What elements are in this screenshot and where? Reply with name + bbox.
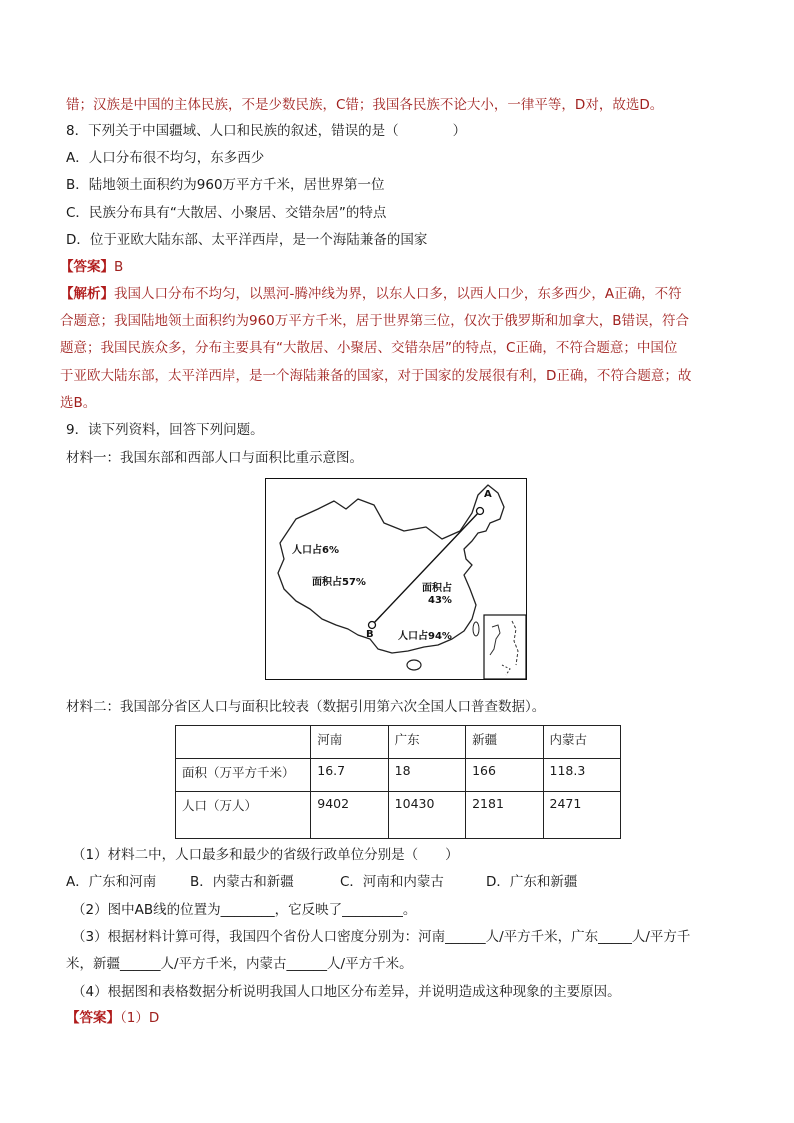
q8-analysis-tag: 【解析】 (60, 286, 114, 302)
q9-answer-value: （1）D (120, 1010, 160, 1026)
q8-answer (60, 257, 123, 277)
q8-option-d: D．位于亚欧大陆东部、太平洋西岸，是一个海陆兼备的国家 (66, 232, 428, 248)
q9-sub1: （1）材料二中，人口最多和最少的省级行政单位分别是（ ） (72, 847, 459, 863)
q9-sub1-option-a: A．广东和河南 (66, 874, 157, 890)
table-header-cell: 广东 (388, 726, 465, 759)
table-row (176, 759, 621, 792)
q9-material-1: 材料一：我国东部和西部人口与面积比重示意图。 (66, 450, 363, 466)
q8-option-b: B．陆地领土面积约为960万平方千米，居世界第一位 (66, 177, 385, 193)
q9-sub1-options (66, 872, 577, 892)
q8-analysis-line-4: 于亚欧大陆东部，太平洋西岸，是一个海陆兼备的国家，对于国家的发展很有利，D正确，不符合题意；故 (60, 368, 692, 384)
q8-analysis-line-2: 合题意；我国陆地领土面积约为960万平方千米，居于世界第三位，仅次于俄罗斯和加拿大，B错误，符合 (60, 313, 690, 329)
q8-analysis-line-3: 题意；我国民族众多，分布主要具有“大散居、小聚居、交错杂居”的特点，C正确，不符合题意；中国位 (60, 340, 678, 356)
q8-option-c: C．民族分布具有“大散居、小聚居、交错杂居”的特点 (66, 205, 387, 221)
q9-sub1-option-d: D．广东和新疆 (486, 874, 578, 890)
q8-answer-value: B (114, 259, 124, 275)
table-cell: 面积（万平方千米） (176, 759, 311, 792)
table-cell: 118.3 (543, 759, 620, 792)
q9-stem: 9．读下列资料，回答下列问题。 (66, 422, 264, 438)
q9-answer (66, 1008, 159, 1028)
table-cell: 18 (388, 759, 465, 792)
q9-sub1-option-c: C．河南和内蒙古 (340, 874, 444, 890)
table-cell: 9402 (311, 792, 388, 839)
map-point-a-label: A (484, 489, 492, 500)
table-header-cell: 河南 (311, 726, 388, 759)
q8-analysis-line-1: 【解析】我国人口分布不均匀，以黑河-腾冲线为界，以东人口多，以西人口少，东多西少，A正确，不符 (60, 286, 682, 302)
q8-stem: 8．下列关于中国疆域、人口和民族的叙述，错误的是（ ） (66, 123, 467, 139)
china-map-outline (266, 479, 528, 681)
table-cell: 2471 (543, 792, 620, 839)
q9-sub2: （2）图中AB线的位置为________，它反映了_________。 (72, 902, 417, 918)
map-west-area-label: 面积占57% (312, 577, 366, 588)
province-data-table (175, 725, 621, 839)
q9-sub4: （4）根据图和表格数据分析说明我国人口地区分布差异，并说明造成这种现象的主要原因。 (72, 984, 621, 1000)
table-row (176, 792, 621, 839)
table-cell: 166 (466, 759, 543, 792)
table-cell: 10430 (388, 792, 465, 839)
q8-option-a: A．人口分布很不均匀，东多西少 (66, 150, 265, 166)
q9-answer-tag: 【答案】 (66, 1010, 120, 1026)
china-population-map (265, 478, 527, 680)
q9-sub1-option-b: B．内蒙古和新疆 (190, 874, 294, 890)
map-east-population-label: 人口占94% (398, 631, 452, 642)
q9-material-2: 材料二：我国部分省区人口与面积比较表（数据引用第六次全国人口普查数据）。 (66, 699, 546, 715)
q8-analysis-line-5: 选B。 (60, 395, 97, 411)
map-point-b-label: B (366, 629, 374, 640)
q9-sub3-line-1: （3）根据材料计算可得，我国四个省份人口密度分别为：河南______人/平方千米，广东_____人/平方千 (72, 929, 691, 945)
q9-sub3-line-2: 米，新疆______人/平方千米，内蒙古______人/平方千米。 (66, 956, 413, 972)
previous-analysis-continuation: 错；汉族是中国的主体民族，不是少数民族，C错；我国各民族不论大小，一律平等，D对，故选D。 (66, 97, 664, 113)
table-cell: 人口（万人） (176, 792, 311, 839)
map-west-population-label: 人口占6% (292, 545, 339, 556)
q8-answer-tag: 【答案】 (60, 259, 114, 275)
map-east-area-value: 43% (428, 595, 452, 606)
map-east-area-label: 面积占 (422, 583, 452, 594)
table-header-cell: 内蒙古 (543, 726, 620, 759)
table-cell: 16.7 (311, 759, 388, 792)
table-cell: 2181 (466, 792, 543, 839)
table-header-cell (176, 726, 311, 759)
table-header-cell: 新疆 (466, 726, 543, 759)
table-header-row (176, 726, 621, 759)
